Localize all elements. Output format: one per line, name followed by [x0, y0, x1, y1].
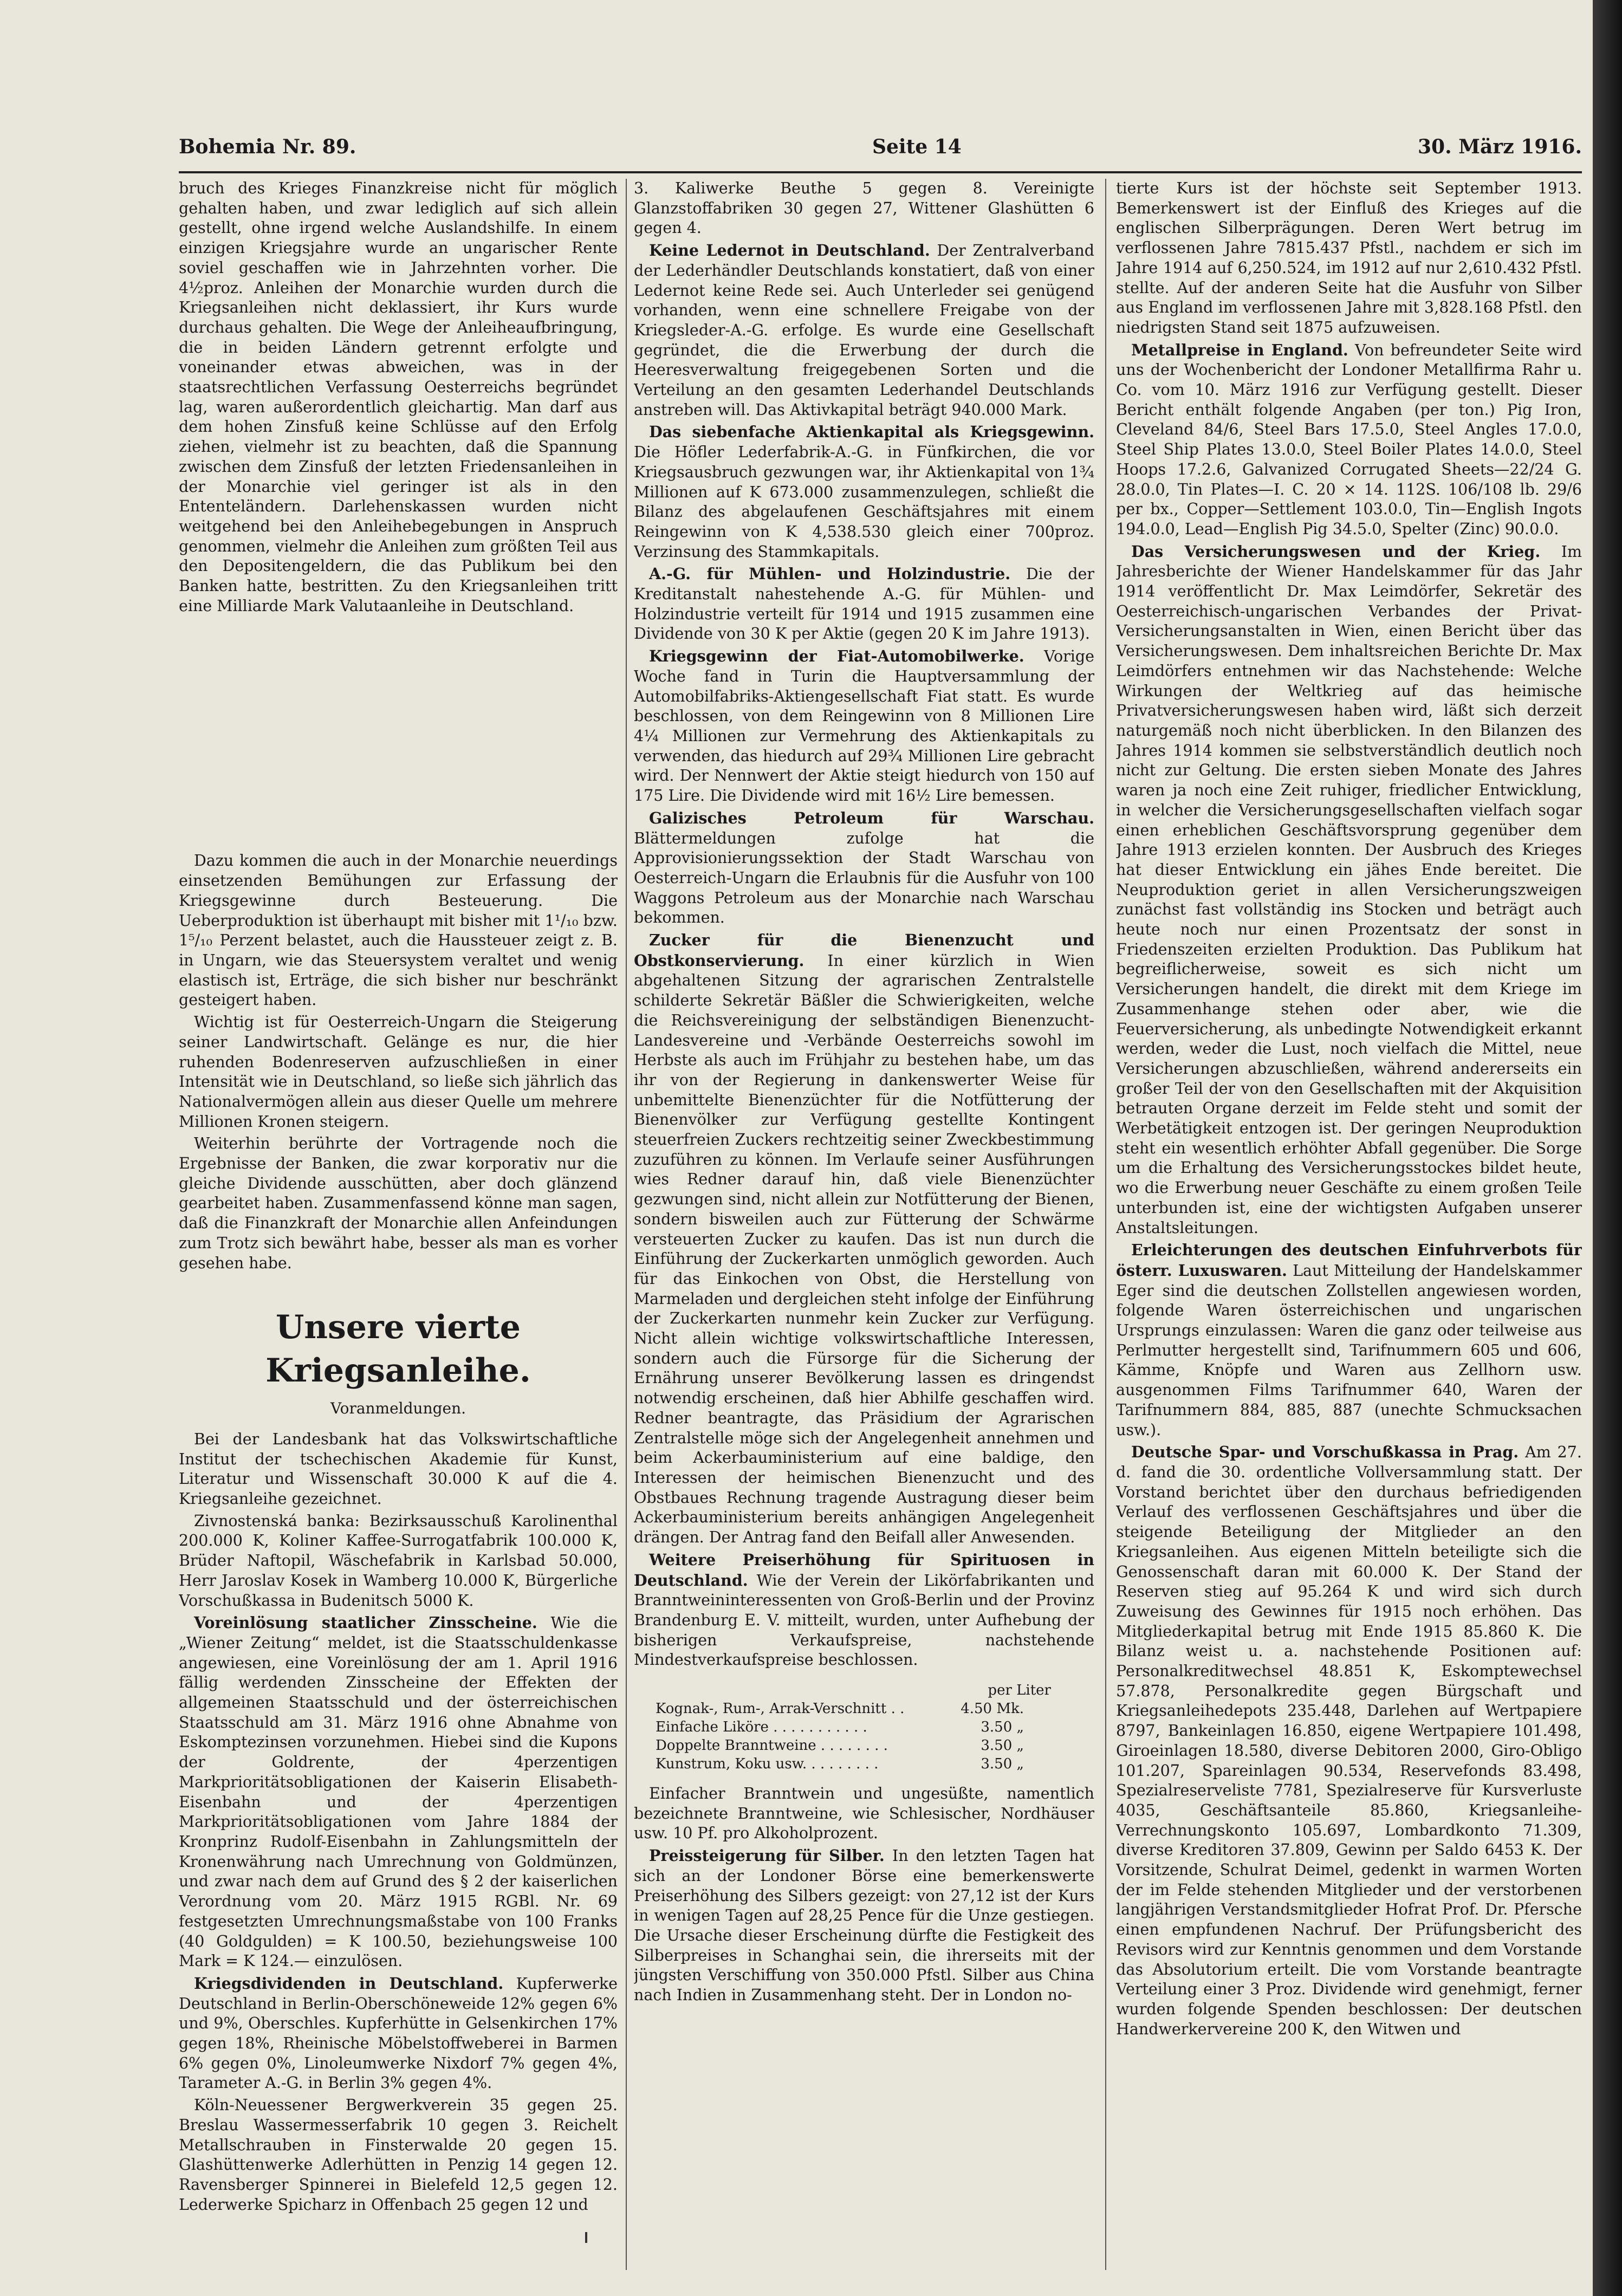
article-text: Wichtig ist für Oesterreich-Ungarn die Steigerung seiner Landwirtschaft. Gelänge es nur, die hier ruhenden Bodenreserven aufzuschließen in einer Intensität wie in Deutschland, so ließe sich jährlich das Nationalvermögen allein aus dieser Quelle um mehrere Millionen Kronen steigern.: [179, 1013, 618, 1131]
article-item: [1116, 1442, 1582, 2039]
article-headline: Erleichterungen des deutschen Einfuhrverbots für österr. Luxuswaren.: [1116, 1241, 1582, 1280]
header-date: 30. März 1916.: [1417, 135, 1582, 158]
article-text: In den letzten Tagen hat sich an der Londoner Börse eine bemerkenswerte Preiserhöhung des Silbers gezeigt: von 27,12 ist der Kurs in wenigen Tagen auf 28,25 Pence für die Unze gestiegen. Die Ursache dieser Erscheinung dürfte die Festigkeit des Silberpreises in Schanghai sein, die ihrerseits mit der jüngsten Verschiffung von 350.000 Pfstl. Silber aus China nach Indien in Zusammenhang steht. Der in London no-: [634, 1847, 1094, 2005]
article-headline: Kriegsdividenden in Deutschland.: [194, 1974, 504, 1993]
article-item: [1116, 542, 1582, 1238]
article-text: Im Jahresberichte der Wiener Handelskammer für das Jahr 1914 veröffentlicht Dr. Max Leimdörfer, Sekretär des Oesterreichisch-ungarischen Verbandes der Privat-Versicherungsanstalten in Wien, einen Bericht über das Versicherungswesen. Dem inhaltsreichen Berichte Dr. Max Leimdörfers entnehmen wir das Nachstehende: Welche Wirkungen der Weltkrieg auf das heimische Privatversicherungswesen haben wird, läßt sich derzeit naturgemäß noch nicht überblicken. In den Bilanzen des Jahres 1914 kommen sie selbstverständlich deutlich noch nicht zur Geltung. Die ersten sieben Monate des Jahres waren ja noch eine Zeit ruhiger, friedlicher Entwicklung, in welcher die Versicherungsgesellschaften vielfach sogar einen erheblichen Geschäftsvorsprung gegenüber dem Jahre 1913 erzielen konnten. Der Ausbruch des Krieges hat dieser Entwicklung ein jähes Ende bereitet. Die Neuproduktion geriet in allen Versicherungszweigen zunächst fast vollständig ins Stocken und beträgt auch heute noch nur einen Prozentsatz der sonst in Friedenszeiten erzielten Produktion. Das Publikum hat begreiflicherweise, soweit es sich nicht um Versicherungen handelt, die direkt mit dem Kriege im Zusammenhange stehen oder aber, wie die Feuerversicherung, als unbedingte Notwendigkeit erkannt werden, weder die Lust, noch vielfach die Mittel, neue Versicherungen abzuschließen, während andererseits ein großer Teil der von den Gesellschaften mit der Akquisition betrauten Organe derzeit im Felde steht und somit der Werbetätigkeit entzogen ist. Der geringen Neuproduktion steht ein wesentlich erhöhter Abfall gegenüber. Die Sorge um die Erhaltung des Versicherungsstockes bildet heute, wo die Erwerbung neuer Geschäfte zu einem großen Teile unterbunden ist, eine der wichtigsten Aufgaben unserer Anstaltsleitungen.: [1116, 542, 1582, 1237]
article-headline: Galizisches Petroleum für Warschau.: [649, 808, 1094, 827]
price-row: [656, 1736, 1024, 1755]
print-mark: [585, 2232, 587, 2243]
scan-edge: [1593, 0, 1622, 2296]
article-text: Zivnostenská banka: Bezirksausschuß Karolinenthal 200.000 K, Koliner Kaffee-Surrogatfabrik 100.000 K, Brüder Naftopil, Wäschefabrik in Karlsbad 50.000, Herr Jaroslav Kosek in Wamberg 10.000 K, Bürgerliche Vorschußkassa in Budenitsch 5000 K.: [179, 1512, 618, 1610]
article-text: In einer kürzlich in Wien abgehaltenen Sitzung der agrarischen Zentralstelle schilderte Sekretär Bäßler die Schwierigkeiten, welche die Reichsvereinigung der selbständigen Bienenzucht-Landesvereine und -Verbände Oesterreichs sowohl im Herbste als auch im Frühjahr zu bestehen habe, um das ihr von der Regierung in dankenswerter Weise für unbemittelte Bienenzüchter für die Notfütterung der Bienenvölker zur Verfügung gestellte Kontingent steuerfreien Zuckers rechtzeitig seiner Zweckbestimmung zuzuführen zu können. Im Verlaufe seiner Ausführungen wies Redner darauf hin, daß viele Bienenzüchter gezwungen sind, nicht allein zur Notfütterung der Bienen, sondern bisweilen auch zur Fütterung der Schwärme versteuerten Zucker zu kaufen. Das ist nun durch die Einführung der Zuckerkarten unmöglich geworden. Auch für das Einkochen von Obst, die Herstellung von Marmeladen und dergleichen steht infolge der Einführung der Zuckerkarten nunmehr kein Zucker zur Verfügung. Nicht allein wichtige volkswirtschaftliche Interessen, sondern auch die Fürsorge für die Sicherung der Ernährung unserer Bevölkerung lassen es dringendst notwendig erscheinen, daß hier Abhilfe geschaffen wird. Redner beantragte, das Präsidium der Agrarischen Zentralstelle möge sich der Angelegenheit annehmen und beim Ackerbauministerium auf eine baldige, den Interessen der heimischen Bienenzucht und des Obstbaues Rechnung tragende Austragung dieser beim Ackerbauministerium bereits anhängigen Angelegenheit drängen. Der Antrag fand den Beifall aller Anwesenden.: [634, 951, 1094, 1547]
header-page-number: Seite 14: [872, 135, 962, 158]
article-text: Blättermeldungen zufolge hat die Approvisionierungssektion der Stadt Warschau von Oesterreich-Ungarn die Erlaubnis für die Ausfuhr von 100 Waggons Petroleum aus der Monarchie nach Warschau bekommen.: [634, 829, 1094, 927]
price-value: 4.50 Mk.: [961, 1701, 1024, 1717]
article-item: [634, 930, 1094, 1548]
column-3: [1116, 179, 1582, 2270]
blank-space: [179, 618, 618, 851]
article-text: Vorige Woche fand in Turin die Hauptversammlung der Automobilfabriks-Aktiengesellschaft Fiat statt. Es wurde beschlossen, von dem Reingewinn von 8 Millionen Lire 4¼ Millionen zur Vermehrung des Aktienkapitals zu verwenden, das hiedurch auf 29¾ Millionen Lire gebracht wird. Der Nennwert der Aktie steigt hiedurch von 150 auf 175 Lire. Die Dividende wird mit 16½ Lire bemessen.: [634, 647, 1094, 805]
price-row: [656, 1718, 1024, 1736]
header-publication: Bohemia Nr. 89.: [179, 135, 356, 158]
article-headline: Das siebenfache Aktienkapital als Kriegsgewinn.: [649, 423, 1094, 442]
article-text: 3. Kaliwerke Beuthe 5 gegen 8. Vereinigte Glanzstoffabriken 30 gegen 27, Wittener Glashütten 6 gegen 4.: [634, 179, 1094, 237]
article-item: [634, 808, 1094, 928]
article-text: Die der Kreditanstalt nahestehende A.-G. für Mühlen- und Holzindustrie verteilt für 1914 und 1915 zusammen eine Dividende von 30 K per Aktie (gegen 20 K im Jahre 1913).: [634, 565, 1094, 643]
column-divider: [1105, 179, 1106, 2270]
price-row: [656, 1755, 1024, 1773]
article-text: Von befreundeter Seite wird uns der Wochenbericht der Londoner Metallfirma Rahr u. Co. vom 10. März 1916 zur Verfügung gestellt. Dieser Bericht enthält folgende Angaben (per ton.) Pig Iron, Cleveland 84/6, Steel Bars 17.5.0, Steel Angles 17.0.0, Steel Ship Plates 13.0.0, Steel Boiler Plates 14.0.0, Steel Hoops 17.2.6, Galvanized Corrugated Sheets—22/24 G. 28.0.0, Tin Plates—I. C. 20 × 14. 112S. 106/108 lb. 29/6 per bx., Copper—Settlement 103.0.0, Tin—English Ingots 194.0.0, Lead—English Pig 34.5.0, Spelter (Zinc) 90.0.0.: [1116, 341, 1582, 538]
price-value: 3.50 „: [981, 1756, 1024, 1773]
article-text: bruch des Krieges Finanzkreise nicht für möglich gehalten haben, und zwar lediglich auf sich allein gestellt, ohne irgend welche Auslandshilfe. In einem einzigen Kriegsjahre wurde an ungarischer Rente soviel geschaffen wie in Jahrzehnten vorher. Die 4½proz. Anleihen der Monarchie wurden durch die Kriegsanleihen nicht deklassiert, ihr Kurs wurde durchaus gehalten. Die Wege der Anleiheaufbringung, die in beiden Ländern getrennt erfolgte und voneinander etwas abweichen, was in der staatsrechtlichen Verfassung Oesterreichs begründet lag, waren außerordentlich gleichartig. Man darf aus dem hohen Zinsfuß keine Schlüsse auf den Erfolg ziehen, vielmehr ist zu beachten, daß die Spannung zwischen dem Zinsfuß der letzten Friedensanleihen in der Monarchie viel geringer ist als in den Ententeländern. Darlehenskassen wurden nicht weitgehend bei den Anleihebegebungen in Anspruch genommen, vielmehr die Anleihen zum größten Teil aus den Depositengeldern, die das Publikum bei den Banken hatte, bestritten. Zu den Kriegsanleihen tritt eine Milliarde Mark Valutaanleihe in Deutschland.: [179, 179, 618, 615]
price-label: Doppelte Branntweine . . . . . . . .: [656, 1737, 888, 1754]
article-headline: Kriegsgewinn der Fiat-Automobilwerke.: [649, 647, 1024, 666]
section-title: Unsere vierte Kriegsanleihe.: [265, 1308, 531, 1390]
article-text: Laut Mitteilung der Handelskammer Eger sind die deutschen Zollstellen angewiesen worden, folgende Waren österreichischen und ungarischen Ursprungs einzulassen: Waren die ganz oder teilweise aus Perlmutter hergestellt sind, Tarifnummern 605 und 606, Kämme, Knöpfe und Waren aus Zellhorn usw. ausgenommen Films Tarifnummer 640, Waren der Tarifnummern 884, 885, 887 (unechte Schmucksachen usw.).: [1116, 1261, 1582, 1439]
price-value: 3.50 „: [981, 1719, 1024, 1736]
article-text: Köln-Neuessener Bergwerkverein 35 gegen 25. Breslau Wassermesserfabrik 10 gegen 3. Reichelt Metallschrauben in Finsterwalde 20 gegen 15. Glashüttenwerke Adlerhütten in Penzig 14 gegen 12. Ravensberger Spinnerei in Bielefeld 12,5 gegen 12. Lederwerke Spicharz in Offenbach 25 gegen 12 und: [179, 2096, 618, 2214]
article-item: [179, 1613, 618, 1971]
column-2: [634, 179, 1094, 2270]
article-headline: Das Versicherungswesen und der Krieg.: [1131, 542, 1541, 561]
article-item: [634, 646, 1094, 806]
price-row: [656, 1700, 1024, 1718]
article-text: tierte Kurs ist der höchste seit September 1913. Bemerkenswert ist der Einfluß des Krieges auf die englischen Silberprägungen. Deren Wert betrug im verflossenen Jahre 7815.437 Pfstl., nachdem er sich im Jahre 1914 auf 6,250.524, im 1912 auf nur 2,610.432 Pfstl. stellte. Auf der anderen Seite hat die Ausfuhr von Silber aus England im verflossenen Jahre mit 3,828.168 Pfstl. den niedrigsten Stand seit 1875 aufzuweisen.: [1116, 179, 1582, 336]
price-label: Kognak-, Rum-, Arrak-Verschnitt . .: [656, 1701, 905, 1717]
price-table-header: per Liter: [988, 1682, 1051, 1699]
price-label: Kunstrum, Koku usw. . . . . . . . .: [656, 1756, 879, 1773]
article-item: [634, 1846, 1094, 2006]
article-text: Dazu kommen die auch in der Monarchie neuerdings einsetzenden Bemühungen zur Erfassung der Kriegsgewinne durch Besteuerung. Die Ueberproduktion ist überhaupt mit bisher mit 1¹/₁₀ bzw. 1⁵/₁₀ Perzent belastet, auch die Haussteuer zeigt z. B. in Ungarn, wie das Steuersystem veraltet und wenig elastisch ist, Erträge, die sich bisher nur beschränkt gesteigert haben.: [179, 852, 618, 1009]
section-subtitle: Voranmeldungen.: [330, 1399, 466, 1418]
article-text: Am 27. d. fand die 30. ordentliche Vollversammlung statt. Der Vorstand berichtet über den durchaus befriedigenden Verlauf des verflossenen Geschäftsjahres und über die steigende Beteiligung der Mitglieder an den Kriegsanleihen. Aus eigenen Mitteln beteiligte sich die Genossenschaft daran mit 60.000 K. Der Stand der Reserven stieg auf 95.264 K und wird sich durch Zuweisung des Gewinnes für 1915 noch erhöhen. Das Mitgliederkapital betrug mit Ende 1915 85.860 K. Die Bilanz weist u. a. nachstehende Positionen auf: Personalkreditwechsel 48.851 K, Eskomptewechsel 57.878, Personalkredite gegen Bürgschaft und Kriegsanleihedepots 235.448, Darlehen auf Wertpapiere 8797, Bankeinlagen 16.850, eigene Wertpapiere 101.498, Giroeinlagen 18.580, diverse Debitoren 2000, Giro-Obligo 101.207, Spareinlagen 90.534, Reservefonds 83.498, Spezialreserveliste 7781, Spezialreserve für Kursverluste 4035, Geschäftsanteile 85.860, Kriegsanleihe-Verrechnungskonto 105.697, Lombardkonto 71.309, diverse Kreditoren 37.809, Gewinn per Saldo 6453 K. Der Vorsitzende, Schulrat Deimel, gedenkt in warmen Worten der im Felde stehenden Mitglieder und der verstorbenen langjährigen Verstandsmitglieder Hofrat Prof. Dr. Pfersche einen empfundenen Nachruf. Der Prüfungsbericht des Revisors wird zur Kenntnis genommen und dem Vorstande das Absolutorium erteilt. Die vom Vorstande beantragte Verteilung einer 3 Proz. Dividende wird genehmigt, ferner wurden folgende Spenden beschlossen: Der deutschen Handwerkervereine 200 K, den Witwen und: [1116, 1443, 1582, 2038]
article-text: Wie die „Wiener Zeitung“ meldet, ist die Staatsschuldenkasse angewiesen, eine Voreinlösung der am 1. April 1916 fällig werdenden Zinsscheine der Effekten der allgemeinen Staatsschuld und der österreichischen Staatsschuld am 31. März 1916 ohne Abnahme von Eskomptezinsen vorzunehmen. Hiebei sind die Kupons der Goldrente, der 4perzentigen Markprioritätsobligationen der Kaiserin Elisabeth-Eisenbahn und der 4perzentigen Markprioritätsobligationen vom Jahre 1884 der Kronprinz Rudolf-Eisenbahn in Zahlungsmitteln der Kronenwährung nach Umrechnung von Goldmünzen, und zwar nach dem auf Grund des § 2 der kaiserlichen Verordnung vom 20. März 1915 RGBl. Nr. 69 festgesetzten Umrechnungsmaßstabe von 100 Franks (40 Goldgulden) = K 100.50, beziehungsweise 100 Mark = K 124.— einzulösen.: [179, 1614, 618, 1970]
article-item: [634, 564, 1094, 644]
price-label: Einfache Liköre . . . . . . . . . . .: [656, 1719, 867, 1736]
price-value: 3.50 „: [981, 1737, 1024, 1754]
article-text: Der Zentralverband der Lederhändler Deutschlands konstatiert, daß von einer Ledernot keine Rede sei. Auch Unterleder sei genügend vorhanden, wenn eine schnellere Freigabe von der Kriegsleder-A.-G. erfolge. Es wurde eine Gesellschaft gegründet, die die Erwerbung der durch die Heeresverwaltung freigegebenen Sorten und die Verteilung an den gesamten Lederhandel Deutschlands anstreben will. Das Aktivkapital beträgt 940.000 Mark.: [634, 242, 1094, 419]
price-table: [656, 1681, 1094, 1773]
article-item: [179, 1974, 618, 2093]
article-item: [1116, 1240, 1582, 1440]
page-header: [179, 135, 1582, 168]
article-headline: Preissteigerung für Silber.: [649, 1846, 885, 1865]
article-text: Bei der Landesbank hat das Volkswirtschaftliche Institut der tschechischen Akademie für Kunst, Literatur und Wissenschaft 30.000 K auf die 4. Kriegsanleihe gezeichnet.: [179, 1430, 618, 1508]
article-item: [634, 422, 1094, 562]
article-headline: Zucker für die Bienenzucht und Obstkonservierung.: [634, 931, 1094, 970]
article-headline: Metallpreise in England.: [1131, 340, 1348, 359]
article-headline: A.-G. für Mühlen- und Holzindustrie.: [649, 565, 1011, 583]
header-rule: [179, 171, 1582, 173]
article-text: Kupferwerke Deutschland in Berlin-Oberschöneweide 12% gegen 6% und 9%, Oberschles. Kupferhütte in Gelsenkirchen 17% gegen 18%, Rheinische Möbelstoffweberei in Barmen 6% gegen 0%, Linoleumwerke Nixdorf 7% gegen 4%, Tarameter A.-G. in Berlin 3% gegen 4%.: [179, 1974, 618, 2092]
article-item: [634, 241, 1094, 420]
article-headline: Deutsche Spar- und Vorschußkassa in Prag.: [1131, 1443, 1519, 1462]
article-text: Die Höfler Lederfabrik-A.-G. in Fünfkirchen, die vor Kriegsausbruch gezwungen war, ihr Aktienkapital von 1¾ Millionen auf K 673.000 zusammenzulegen, schließt die Bilanz des abgelaufenen Geschäftsjahres mit einem Reingewinn von K 4,538.530 gleich einer 700proz. Verzinsung des Stammkapitals.: [634, 443, 1094, 561]
article-text: Wie der Verein der Likörfabrikanten und Branntweininteressenten von Groß-Berlin und der Provinz Brandenburg E. V. mitteilt, wurden, unter Aufhebung der bisherigen Verkaufspreise, nachstehende Mindestverkaufspreise beschlossen.: [634, 1571, 1094, 1669]
column-divider: [626, 179, 627, 2270]
article-headline: Keine Ledernot in Deutschland.: [649, 241, 930, 260]
article-text: Weiterhin berührte der Vortragende noch die Ergebnisse der Banken, die zwar korporativ nur die gleiche Dividende ausschütten, aber doch glänzend gearbeitet haben. Zusammenfassend könne man sagen, daß die Finanzkraft der Monarchie allen Anfeindungen zum Trotz sich bewährt habe, besser als man es vorher gesehen habe.: [179, 1134, 618, 1272]
article-text: Einfacher Branntwein und ungesüßte, namentlich bezeichnete Branntweine, wie Schlesischer, Nordhäuser usw. 10 Pf. pro Alkoholprozent.: [634, 1785, 1094, 1843]
article-headline: Weitere Preiserhöhung für Spirituosen in Deutschland.: [634, 1550, 1094, 1590]
column-1: [179, 179, 618, 2270]
article-item: [634, 1550, 1094, 1670]
article-headline: Voreinlösung staatlicher Zinsscheine.: [194, 1613, 537, 1632]
article-item: [1116, 340, 1582, 540]
